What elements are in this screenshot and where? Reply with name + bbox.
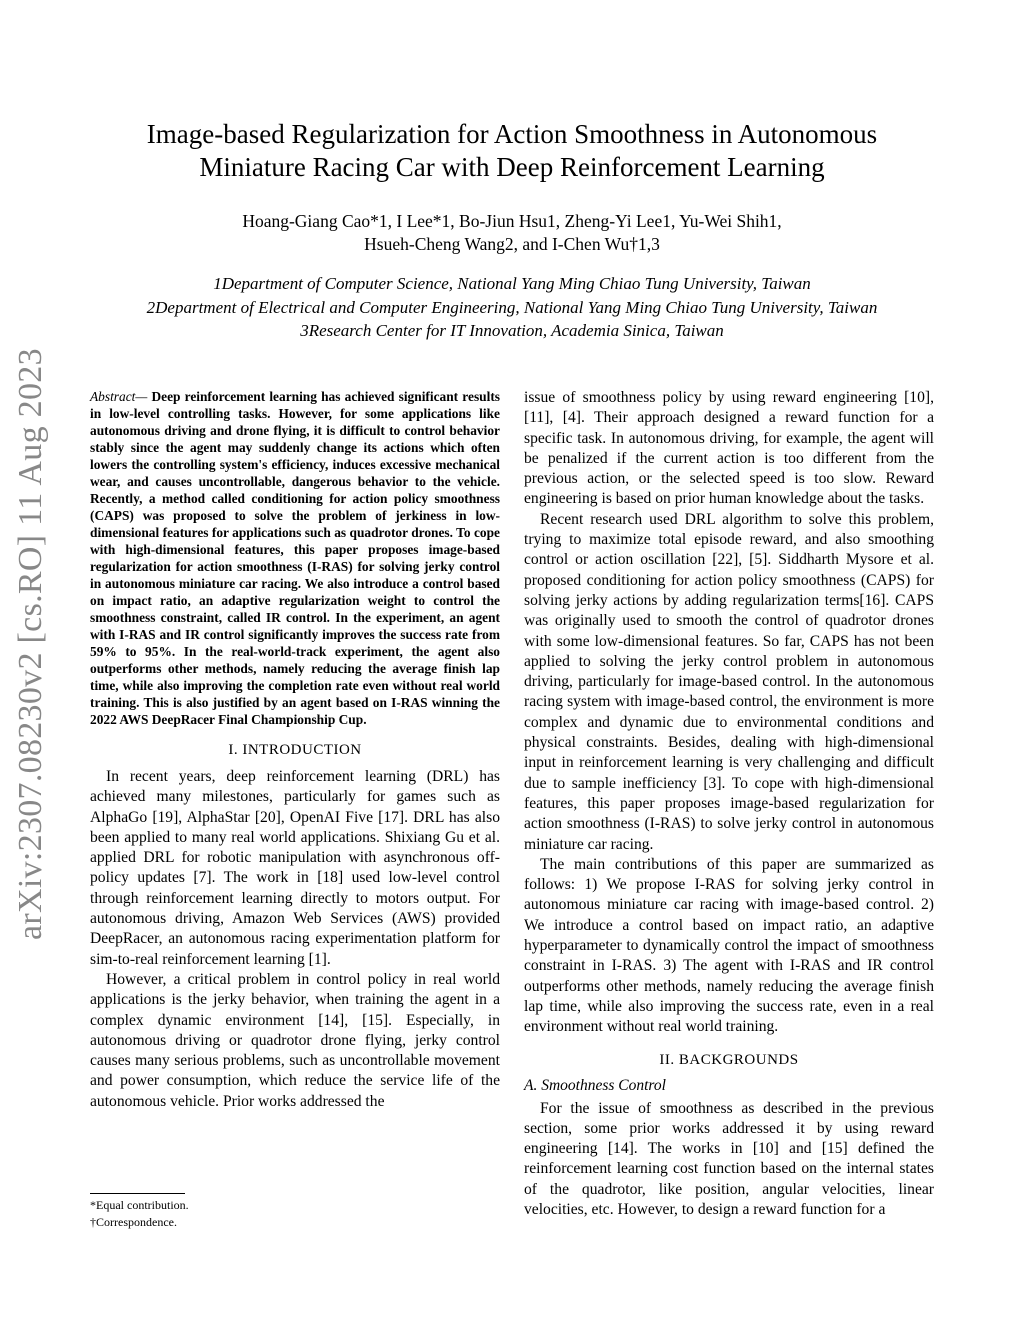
affiliation-3: 3Research Center for IT Innovation, Academia Sinica, Taiwan	[300, 321, 724, 340]
abstract	[90, 388, 500, 728]
footnote-correspondence: †Correspondence.	[90, 1215, 177, 1229]
footnote-rule	[90, 1193, 185, 1194]
footnote-equal-contribution: *Equal contribution.	[90, 1198, 189, 1212]
affiliations	[60, 272, 964, 343]
section-heading-backgrounds: II. BACKGROUNDS	[659, 1051, 799, 1068]
right-column	[524, 388, 934, 1220]
authors-line-1: Hoang-Giang Cao*1, I Lee*1, Bo-Jiun Hsu1, Zheng-Yi Lee1, Yu-Wei Shih1,	[242, 211, 782, 231]
abstract-label: Abstract—	[90, 389, 148, 404]
arxiv-identifier[interactable]: arXiv:2307.08230v2 [cs.RO] 11 Aug 2023	[12, 348, 49, 940]
affiliation-1: 1Department of Computer Science, National Yang Ming Chiao Tung University, Taiwan	[213, 274, 811, 293]
intro-paragraph-1: In recent years, deep reinforcement learning (DRL) has achieved many milestones, particularly for games such as AlphaGo [19], AlphaStar [20], OpenAI Five [17]. DRL has also been applied to many real world applications. Shixiang Gu et al. applied DRL for robotic manipulation with asynchronous off-policy updates [7]. The work in [18] used low-level control through reinforcement learning directly to motors output. For autonomous driving, Amazon Web Services (AWS) provided DeepRacer, an autonomous racing experimentation platform for sim-to-real reinforcement learning [1].	[90, 768, 500, 968]
backgrounds-paragraph-1: For the issue of smoothness as described in the previous section, some prior works addressed it by using reward engineering [14]. The works in [10] and [15] defined the reinforcement learning cost function based on the internal states of the quadrotor, like position, angular velocities, linear velocities, etc. However, to design a reward function for a	[524, 1099, 934, 1218]
author-list	[90, 210, 934, 256]
paper-title	[90, 118, 934, 184]
intro-paragraph-4: Recent research used DRL algorithm to solve this problem, trying to maximize total episode reward, and also smoothing control or action oscillation [22], [5]. Siddharth Mysore et al. proposed conditioning for action policy smoothness (CAPS) for solving jerky actions by adding regularization terms[16]. CAPS was originally used to smooth the control of quadrotor drones with some low-dimensional features. So far, CAPS has not been applied to solving the jerky control problem in autonomous driving, particularly for image-based control. In the autonomous racing system with image-based control, the environment is more complex and dynamic due to environmental conditions and physical constraints. Besides, dealing with high-dimensional input in reinforcement learning is very challenging and difficult due to sample inefficiency [3]. To cope with high-dimensional features, this paper proposes image-based regularization for action smoothness (I-RAS) to solve jerky control in autonomous miniature car racing.	[524, 510, 934, 853]
title-line-2: Miniature Racing Car with Deep Reinforcement Learning	[199, 152, 825, 182]
affiliation-2: 2Department of Electrical and Computer Engineering, National Yang Ming Chiao Tung University, Taiwan	[146, 297, 878, 317]
intro-paragraph-5: The main contributions of this paper are summarized as follows: 1) We propose I-RAS for solving jerky control in autonomous miniature car racing with image-based control. 2) We introduce a control based on impact ratio, an adaptive hyperparameter to dynamically control the impact of smoothness constraint in I-RAS. 3) The agent with I-RAS and IR control outperforms other methods, namely reducing the average finish lap time, while also improving the success rate, even in a real environment without real world training.	[524, 855, 934, 1036]
section-heading-introduction: I. INTRODUCTION	[228, 742, 362, 758]
left-column	[90, 388, 500, 1112]
intro-paragraph-2: However, a critical problem in control policy in real world applications is the jerky behavior, when training the agent in a complex dynamic environment [14], [15]. Especially, in autonomous driving or quadrotor drone flying, jerky control causes many serious problems, such as uncontrollable movement and power consumption, which reduce the service life of the autonomous vehicle. Prior works addressed the	[90, 970, 500, 1110]
intro-paragraph-3: issue of smoothness policy by using reward engineering [10], [11], [4]. Their approach designed a reward function for a specific task. In autonomous driving, for example, the agent will be penalized if the current action is too different from the previous action, or the selected speed is too slow. Reward engineering is based on prior human knowledge about the tasks.	[524, 389, 934, 508]
subsection-heading-smoothness: A. Smoothness Control	[524, 1076, 666, 1094]
authors-line-2: Hsueh-Cheng Wang2, and I-Chen Wu†1,3	[364, 234, 660, 254]
footnotes	[90, 1193, 500, 1231]
title-line-1: Image-based Regularization for Action Smoothness in Autonomous	[146, 119, 878, 149]
abstract-text: Deep reinforcement learning has achieved significant results in low-level controlling tasks. However, for some applications like autonomous driving and drone flying, it is difficult to control behavior stably since the agent may suddenly change its actions which often lowers the controlling system's efficiency, induces excessive mechanical wear, and causes uncontrollable, dangerous behavior to the vehicle. Recently, a method called conditioning for action policy smoothness (CAPS) was proposed to solve the problem of jerkiness in low-dimensional features for applications such as quadrotor drones. To cope with high-dimensional features, this paper proposes image-based regularization for action smoothness (I-RAS) for solving jerky control in autonomous miniature car racing. We also introduce a control based on impact ratio, an adaptive regularization weight to control the smoothness constraint, called IR control. In the experiment, an agent with I-RAS and IR control significantly improves the success rate from 59% to 95%. In the real-world-track experiment, the agent also outperforms other methods, namely reducing the average finish lap time, while also improving the completion rate even without real world training. This is also justified by an agent based on I-RAS winning the 2022 AWS DeepRacer Final Championship Cup.	[90, 389, 500, 727]
